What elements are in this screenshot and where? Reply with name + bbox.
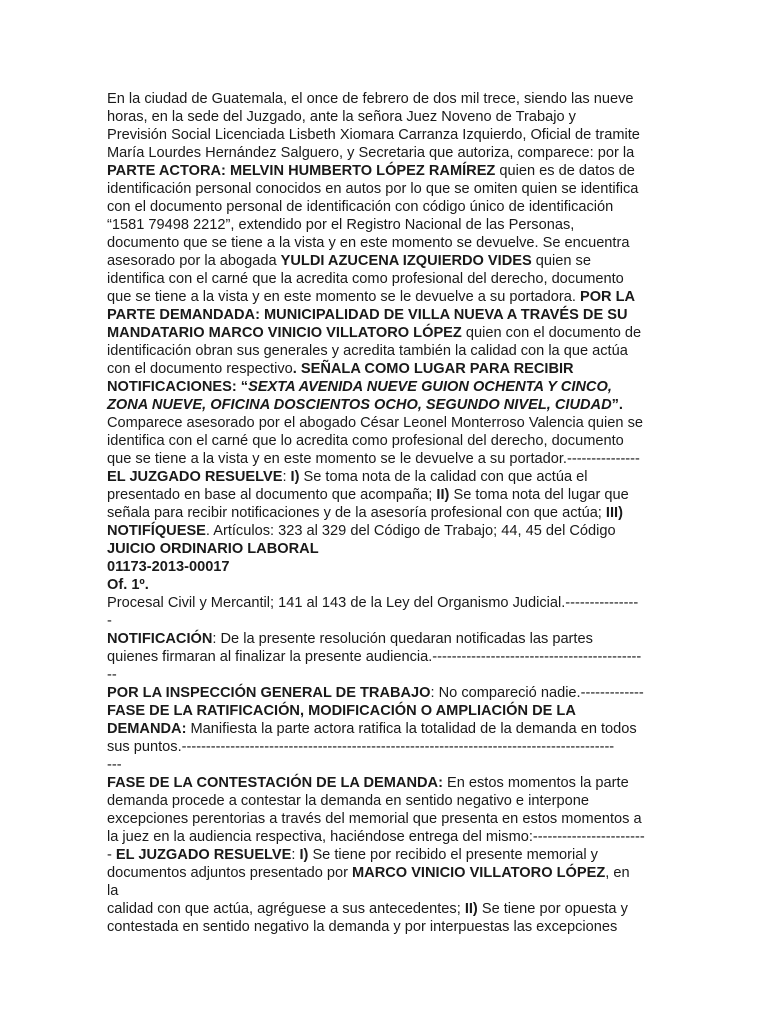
text-run: que se tiene a la vista y en este momento se le devuelve a su portadora.: [107, 289, 580, 305]
text-line: [107, 216, 667, 234]
text-line: [107, 918, 667, 936]
text-run: III): [605, 505, 623, 521]
text-run: María Lourdes Hernández Salguero, y Secretaria que autoriza, comparece: por la: [107, 145, 635, 161]
text-line: [107, 882, 667, 900]
text-run: Manifiesta la parte actora ratifica la totalidad de la demanda en todos: [186, 721, 637, 737]
text-line: [107, 270, 667, 288]
text-run: EL JUZGADO RESUELVE: [115, 847, 292, 863]
text-line: [107, 774, 667, 792]
text-run: calidad con que actúa, agréguese a sus antecedentes;: [107, 901, 465, 917]
text-run: POR LA: [579, 289, 636, 305]
text-run: II): [436, 487, 450, 503]
text-run: identificación obran sus generales y acredita también la calidad con la que actúa: [107, 343, 628, 359]
text-run: :: [282, 469, 291, 485]
text-run: NOTIFÍQUESE: [107, 523, 206, 539]
text-run: que se tiene a la vista y en este momento se le devuelve a su portador.---------------: [107, 451, 640, 467]
text-run: FASE DE LA RATIFICACIÓN, MODIFICACIÓN O AMPLIACIÓN DE LA: [107, 703, 576, 719]
text-line: [107, 108, 667, 126]
text-line: [107, 468, 667, 486]
text-run: excepciones perentorias a través del memorial que presenta en estos momentos a: [107, 811, 642, 827]
text-run: DEMANDA:: [107, 721, 187, 737]
text-line: [107, 414, 667, 432]
text-run: En estos momentos la parte: [442, 775, 629, 791]
text-run: :: [291, 847, 300, 863]
text-run: 01173-2013-00017: [107, 559, 230, 575]
text-line: [107, 594, 667, 612]
text-run: EL JUZGADO RESUELVE: [107, 469, 283, 485]
text-line: [107, 810, 667, 828]
text-run: Se tiene por recibido el presente memorial y: [308, 847, 598, 863]
text-line: [107, 252, 667, 270]
text-run: señala para recibir notificaciones y de la asesoría profesional con que actúa;: [107, 505, 606, 521]
text-run: --: [107, 667, 117, 683]
text-run: “1581 79498 2212”, extendido por el Registro Nacional de las Personas,: [107, 217, 575, 233]
text-run: quien es de datos de: [495, 163, 635, 179]
text-run: ”.: [611, 397, 623, 413]
text-run: ZONA NUEVE, OFICINA DOSCIENTOS OCHO, SEGUNDO NIVEL, CIUDAD: [107, 397, 612, 413]
text-run: . Artículos: 323 al 329 del Código de Trabajo; 44, 45 del Código: [205, 523, 616, 539]
text-line: [107, 432, 667, 450]
text-run: quien con el documento de: [461, 325, 642, 341]
text-line: [107, 486, 667, 504]
text-run: Of. 1º.: [107, 577, 149, 593]
text-run: ---: [107, 757, 122, 773]
text-line: [107, 234, 667, 252]
text-run: asesorado por la abogada: [107, 253, 281, 269]
text-run: PARTE DEMANDADA: MUNICIPALIDAD DE VILLA NUEVA A TRAVÉS DE SU: [107, 307, 628, 323]
text-run: con el documento personal de identificación con código único de identificación: [107, 199, 614, 215]
text-line: [107, 792, 667, 810]
text-run: identificación personal conocidos en autos por lo que se omiten quien se identifica: [107, 181, 639, 197]
text-run: Previsión Social Licenciada Lisbeth Xiomara Carranza Izquierdo, Oficial de tramite: [107, 127, 640, 143]
text-line: [107, 828, 667, 846]
text-line: [107, 126, 667, 144]
text-run: demanda procede a contestar la demanda en sentido negativo e interpone: [107, 793, 589, 809]
text-run: documentos adjuntos presentado por: [107, 865, 353, 881]
text-line: [107, 558, 667, 576]
text-line: [107, 396, 667, 414]
text-run: YULDI AZUCENA IZQUIERDO VIDES: [280, 253, 532, 269]
text-line: [107, 864, 667, 882]
text-run: I): [290, 469, 300, 485]
text-run: la: [107, 883, 119, 899]
text-run: identifica con el carné que la acredita como profesional del derecho, documento: [107, 271, 624, 287]
text-line: [107, 198, 667, 216]
text-run: JUICIO ORDINARIO LABORAL: [107, 541, 319, 557]
text-line: [107, 648, 667, 666]
text-line: [107, 612, 667, 630]
text-line: [107, 846, 667, 864]
text-run: documento que se tiene a la vista y en este momento se devuelve. Se encuentra: [107, 235, 630, 251]
text-line: [107, 738, 667, 756]
text-line: [107, 342, 667, 360]
text-line: [107, 630, 667, 648]
text-run: NOTIFICACIONES: “: [107, 379, 249, 395]
text-run: quienes firmaran al finalizar la presente audiencia.-------------------------------------------: [107, 649, 642, 665]
text-run: contestada en sentido negativo la demanda y por interpuestas las excepciones: [107, 919, 618, 935]
text-line: [107, 306, 667, 324]
text-run: FASE DE LA CONTESTACIÓN DE LA DEMANDA:: [107, 775, 443, 791]
text-line: [107, 180, 667, 198]
text-run: -: [107, 613, 112, 629]
text-run: Se toma nota de la calidad con que actúa el: [299, 469, 588, 485]
text-line: [107, 576, 667, 594]
text-line: [107, 144, 667, 162]
text-run: sus puntos.-----------------------------------------------------------------------------------------: [107, 739, 615, 755]
text-run: : No compareció nadie.-------------: [430, 685, 644, 701]
text-run: : De la presente resolución quedaran notificadas las partes: [212, 631, 593, 647]
document-body: [107, 90, 667, 936]
text-run: . SEÑALA COMO LUGAR PARA RECIBIR: [292, 361, 574, 377]
text-run: I): [299, 847, 309, 863]
text-run: MANDATARIO MARCO VINICIO VILLATORO LÓPEZ: [107, 325, 462, 341]
text-line: [107, 684, 667, 702]
text-run: identifica con el carné que lo acredita como profesional del derecho, documento: [107, 433, 624, 449]
text-line: [107, 702, 667, 720]
text-line: [107, 540, 667, 558]
text-run: POR LA INSPECCIÓN GENERAL DE TRABAJO: [107, 685, 431, 701]
text-line: [107, 378, 667, 396]
text-line: [107, 522, 667, 540]
text-run: -: [107, 847, 116, 863]
text-run: la juez en la audiencia respectiva, haciéndose entrega del mismo:-----------------------: [107, 829, 645, 845]
text-line: [107, 504, 667, 522]
text-run: con el documento respectivo: [107, 361, 293, 377]
text-run: quien se: [531, 253, 591, 269]
text-run: , en: [605, 865, 630, 881]
text-run: Procesal Civil y Mercantil; 141 al 143 de la Ley del Organismo Judicial.---------------: [107, 595, 639, 611]
text-line: [107, 450, 667, 468]
text-line: [107, 666, 667, 684]
text-run: NOTIFICACIÓN: [107, 631, 213, 647]
text-run: presentado en base al documento que acompaña;: [107, 487, 437, 503]
text-line: [107, 324, 667, 342]
text-line: [107, 288, 667, 306]
text-line: [107, 162, 667, 180]
text-run: SEXTA AVENIDA NUEVE GUION OCHENTA Y CINCO,: [248, 379, 612, 395]
text-line: [107, 360, 667, 378]
text-line: [107, 756, 667, 774]
text-run: horas, en la sede del Juzgado, ante la señora Juez Noveno de Trabajo y: [107, 109, 576, 125]
text-run: Se toma nota del lugar que: [449, 487, 629, 503]
text-run: En la ciudad de Guatemala, el once de febrero de dos mil trece, siendo las nueve: [107, 91, 634, 107]
text-line: [107, 720, 667, 738]
text-run: MARCO VINICIO VILLATORO LÓPEZ: [352, 865, 606, 881]
text-run: II): [464, 901, 478, 917]
text-line: [107, 90, 667, 108]
text-run: Comparece asesorado por el abogado César Leonel Monterroso Valencia quien se: [107, 415, 643, 431]
text-run: PARTE ACTORA: MELVIN HUMBERTO LÓPEZ RAMÍREZ: [107, 163, 496, 179]
text-line: [107, 900, 667, 918]
text-run: Se tiene por opuesta y: [477, 901, 628, 917]
